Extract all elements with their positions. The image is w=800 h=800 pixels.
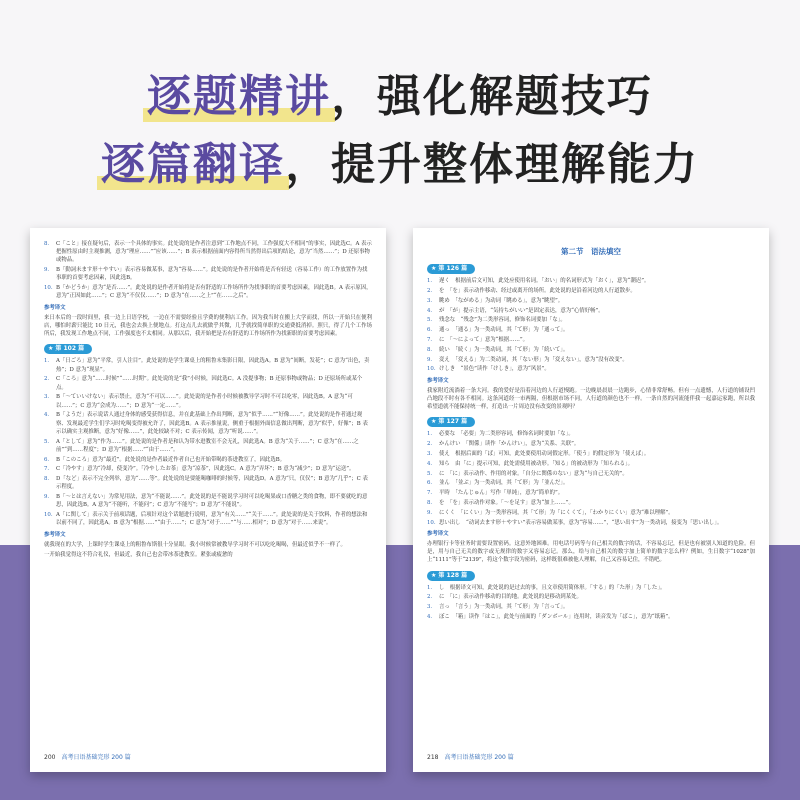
answer-item (427, 519, 755, 527)
answer-number: 1. (427, 278, 433, 285)
answer-number: 8. (44, 476, 50, 483)
answer-text: 並ん 「並ぶ」为一类动词，其「て形」为「並んだ」。 (439, 480, 569, 487)
left-answer-list-mid (44, 357, 372, 527)
answer-number: 8. (44, 241, 50, 247)
answer-text: 通っ 「通る」为一类动词，其「て形」为「通って」。 (439, 327, 569, 334)
answer-item (427, 287, 755, 295)
answer-item (427, 346, 755, 354)
answer-item (427, 470, 755, 478)
right-chapter-badge-1 (427, 264, 475, 274)
answer-item (44, 475, 372, 491)
star-icon: ★ (431, 418, 437, 426)
answer-item (44, 465, 372, 473)
answer-item (427, 499, 755, 507)
answer-text: B「動詞未ます形＋やすい」表示容易做某事，意为“容易……”。此处说的是作者开始将是否有轻送（容易工作）的工作放置作为找事职的首要考虑因素，因此选B。 (56, 267, 368, 282)
answer-item (44, 284, 372, 300)
right-chapter-label-2: 第 127 篇 (438, 418, 468, 426)
answer-text: し 根据译文可知，此处说的是过去的事，且文章使用简体形。「する」的「た形」为「した」。 (439, 584, 666, 591)
answer-item (44, 375, 372, 391)
answer-text: A「として」意为“作为……”。此处说的是作者是和认为带水进教室不会无礼，因此选A。B 意为“关于……”；C 意为“在……之前”“到……程度”；D 意为“根据……”“由于……”。 (56, 438, 359, 453)
answer-number: 7. (427, 490, 433, 497)
headline-accent-1: 逐题精讲 (147, 60, 331, 124)
answer-item (44, 393, 372, 409)
answer-item (427, 297, 755, 305)
left-chapter-badge (44, 344, 92, 354)
answer-item (44, 511, 372, 527)
answer-text: を 「を」表示动作对象。「～を足す」意为“加上……”。 (439, 499, 574, 506)
answer-number: 4. (427, 460, 433, 467)
answer-item (44, 493, 372, 509)
answer-number: 5. (427, 317, 433, 324)
answer-item (427, 479, 755, 487)
answer-item (427, 593, 755, 601)
answer-text: B「かどうか」意为“是否……”。此处说的是作者开始将是否有舒适的工作场所作为找事职的首要考虑因素，因此选B。A 表示原因，意为“正因如此……”；C 意为“不仅仅……”；D 意为“在……之上”“在……之后”。 (56, 285, 372, 300)
answer-number: 8. (427, 499, 433, 506)
answer-text: かんけい 「関係」读作「かんけい」，意为“关系、关联”。 (439, 441, 580, 448)
answer-item (44, 266, 372, 282)
answer-item (427, 430, 755, 438)
answer-item (427, 440, 755, 448)
right-page-footer (427, 754, 514, 762)
answer-number: 10. (44, 285, 53, 292)
answer-item (427, 365, 755, 373)
answer-number: 9. (427, 356, 433, 363)
answer-item (427, 450, 755, 458)
answer-text: が 「が」提示主语，“気持ちがいい”是固定表达，意为“心情好畅”。 (439, 307, 604, 314)
left-ref-text-2b: 一开始我觉得这不符合礼仪，但最近，我自己也会带冰茶进教室。紧张或疲惫的 (44, 552, 233, 559)
answer-text: 知ら 由「に」提示可知，此处需使用被动形。「知る」的被动形为「知られる」。 (439, 460, 634, 467)
answer-number: 2. (427, 288, 433, 294)
answer-number: 3. (427, 604, 433, 611)
answer-item (427, 277, 755, 285)
answer-number: 4. (427, 613, 433, 620)
answer-text: 使え 根据后面的「ば」可知，此处要使用动词假定形。「使う」的假定形为「使えば」。 (439, 450, 650, 457)
right-chapter-badge-3 (427, 571, 475, 581)
answer-number: 2. (44, 376, 50, 383)
answer-item (44, 240, 372, 265)
right-ref-title-1: 参考译文 (427, 377, 449, 384)
right-answer-list-3 (427, 584, 755, 622)
answer-number: 1. (427, 584, 433, 591)
headline-rest-2: ，提升整体理解能力 (285, 139, 699, 190)
answer-text: に 「に」表示动作移动的目的地。此处说的是移动到某处。 (439, 594, 582, 601)
right-ref-title-2: 参考译文 (427, 530, 449, 537)
answer-text: に 「～によって」意为“根据……”。 (439, 336, 529, 343)
right-footer-title: 高考日语基础完形 200 篇 (444, 753, 514, 761)
answer-text: を 「を」表示动作移动、经过或离开的场所。此处说的是沿着河边的人行道散步。 (439, 288, 636, 294)
left-footer-title: 高考日语基础完形 200 篇 (61, 753, 131, 761)
headline-rest-1: ，强化解题技巧 (331, 71, 653, 122)
left-page-footer (44, 754, 131, 762)
answer-item (427, 316, 755, 324)
answer-number: 5. (44, 438, 50, 445)
answer-text: 言っ 「言う」为一类动词，其「て形」为「言って」。 (439, 604, 569, 611)
answer-item (427, 613, 755, 621)
answer-item (44, 411, 372, 436)
answer-item (427, 584, 755, 592)
right-ref-text-2: 办理银行卡等业务时需要设置密码。这意外地困难。用电话号码等与自己相关的数字的话，不容易忘记，但是也有被别人知道的危险。但是，用与自己无关的数字或无规律的数字又容易忘记。那么，给与自己相关的数字加上简单的数字怎么样？例如，生日数字“1028”加上“1111”等于“2139”，将这个数字设为密码，这样既很难被他人理解，自己又容易记住，不错吧。 (427, 540, 755, 564)
answer-item (44, 357, 372, 373)
left-ref-text-1: 来日本后的一段时间里，我一边上日语学校，一边在不需要经验且学费的便利店工作。因为我当时在搬上大学而找，所以一开始只在便利店，哪怕时薪只能比 10 日元，我也会去换上便地点。打这点儿去就做乎其微，几乎就找简单职的交通费抵消掉。照只，得了几个工作场所后，我发现工作地点不同，工作强度也不太相同。从那以后，我开始把是否有舒适的工作场所作为找新职的首要考虑因素。 (44, 314, 372, 338)
answer-number: 1. (44, 358, 50, 365)
right-answer-list-1 (427, 277, 755, 373)
left-ref-text-2: 就我现在的大学，上课时学生课桌上的粗鲁布斯很十分显眼。我小时候常被教导学习时不可以吃吃喝喝，但最近似乎不一样了。 (44, 541, 346, 548)
right-page-number: 218 (427, 753, 439, 761)
answer-text: B「～とは言えない」为常见用法，意为“不能说……”。此处说的是不能说学习时可以吃喝果或口香糖之类的食物，即不要就吃的意思，因此选B。A 意为“不能听，不能问”；C 意为“不能写”；D 意为“不能说”。 (56, 494, 368, 509)
answer-text: B「～ていいけない」表示禁止，意为“不可以……”。此处说的是作者小时候被教导学习时不可以吃零，因此选B。A 意为“可以……”；C 意为“会成为……”；D 意为“一定……”。 (56, 394, 353, 409)
answer-text: 必要な 「必要」为二类形容词，修饰名词时要加「な」。 (439, 431, 574, 438)
answer-item (44, 438, 372, 454)
left-ref-title-2: 参考译文 (44, 531, 66, 538)
answer-number: 1. (427, 431, 433, 438)
answer-text: 残念な “残念”为二类形容词，修饰名词要加「な」。 (439, 317, 566, 324)
answer-text: D「など」表示不完全列举，意为“……等”。此处说的是要能喝咖啡的时候等，因此选D。A 意为“只，仅仅”；B 意为“几乎”；C 表示程度。 (56, 476, 368, 491)
answer-number: 9. (44, 267, 50, 274)
answer-text: 変え 「変える」为二类动词，其「ない形」为「変えない」，意为“没有改变”。 (439, 356, 628, 363)
left-book-page (30, 228, 386, 772)
answer-number: 6. (427, 480, 433, 487)
right-answer-list-2 (427, 430, 755, 526)
left-page-number: 200 (44, 753, 56, 761)
answer-text: にくく 「にくい」为一类形容词，其「て形」为「にくくて」，「わかりにくい」意为“难以理解”。 (439, 509, 674, 516)
answer-number: 9. (427, 509, 433, 516)
answer-number: 2. (427, 441, 433, 448)
answer-number: 4. (44, 412, 50, 419)
right-chapter-badge-2 (427, 417, 475, 427)
headline-line-1 (0, 60, 800, 124)
answer-text: けしき “景色”读作「けしき」，意为“风景”。 (439, 366, 550, 373)
left-chapter-label: 第 102 篇 (55, 345, 85, 353)
right-section-title: 第二节 语法填空 (561, 247, 621, 256)
answer-number: 10. (44, 512, 53, 519)
answer-number: 10. (427, 519, 436, 526)
answer-number: 6. (44, 456, 50, 463)
answer-text: B「ようだ」表示说话人通过身体的感受获得信息，并在此基础上作出判断，意为“似乎……”“好像……”。此处说的是作者通过观察、发现最近学生们学习时吃喝变得被允许了，因此选B。A 表示推量说，侧重于根据外面信息做出判断，意为“似乎，好像”；B 表示以确实主观推断，意为“好像……”，此处较缺不对；C 表示传闻，意为“听说……”。 (56, 412, 368, 435)
left-answer-list-top (44, 240, 372, 301)
answer-number: 4. (427, 307, 433, 314)
answer-number: 6. (427, 327, 433, 334)
star-icon: ★ (431, 265, 437, 273)
headline-line-2 (0, 128, 800, 192)
left-ref-title-1: 参考译文 (44, 304, 66, 311)
answer-text: に 「に」表示动作、作用的对象。「自分に関係のない」意为“与自己无关的”。 (439, 470, 628, 477)
answer-number: 3. (44, 394, 50, 401)
answer-item (427, 509, 755, 517)
right-book-page (413, 228, 769, 772)
answer-number: 7. (44, 466, 50, 473)
answer-number: 2. (427, 594, 433, 601)
answer-item (427, 489, 755, 497)
answer-item (427, 307, 755, 315)
answer-number: 5. (427, 470, 433, 477)
star-icon: ★ (48, 345, 54, 353)
answer-number: 3. (427, 297, 433, 304)
answer-text: A「日ごろ」意为“平常，引人注目”。此处说的是学生课桌上的粗鲁末集影日限，因此选A。B 意为“间断，发花”；C 意为“出色，卖热”；D 意为“现显”。 (56, 358, 370, 373)
answer-text: C「冷やす」意为“冷却，使变冷”。「冷やしたお茶」意为“凉茶”，因此选C。A 意为“弄坏”；B 意为“减少”；D 意为“运送”。 (56, 466, 355, 473)
answer-number: 9. (44, 494, 50, 501)
right-chapter-label-3: 第 128 篇 (438, 571, 468, 579)
answer-item (427, 603, 755, 611)
answer-text: C「こと」接在疑句后，表示一个具体的事实。此处说的是作者注意到“工作地点不同，工作强度大不相同”的事实，因此选C。A 表示把握性原由时主观推测，意为“理应……”“应该……”；B 表示根据前面内容得所当然得出后项的结论，意为“当然……”；D 还原事物或物品。 (56, 241, 372, 264)
answer-text: ぼこ 「箱」读作「はこ」，此处与前面的「ダンボール」连用时，读音发为「ばこ」，意为“纸箱”。 (439, 613, 674, 620)
answer-item (427, 356, 755, 364)
answer-item (427, 326, 755, 334)
answer-text: 思い出し “动词去ます形＋やすい”表示容易做某事，意为“容易……”，“思い出す”为一类动词，接变为「思い出し」。 (439, 519, 723, 526)
star-icon: ★ (431, 571, 437, 579)
right-ref-text-1: 我家附近流淌着一条大河。我的爱好是沿着河边的人行道慢跑。一边晚晨晨晨一边跑步，心情非常舒畅。但有一点遗憾，人行道的铺设凹凸地段不时有各不相同。这条河道经一市两隔，但根据市场不同，人行道的颜色也不一样。一条自然的河流能伴我一起嘉运家跑，所以我希望道就不能保持统一样，打造出一片周边没有改变的景观吗？ (427, 387, 755, 411)
answer-item (44, 456, 372, 464)
answer-item (427, 336, 755, 344)
answer-text: A「に関して」表示关于前项话题，后项针对这个话题进行说明，意为“有关……”“关于……”。此处说的是关于饮料，作者的想法和以前不同了，因此选A。B 意为“根据……”“由于……”；C 意为“对于……”“与……相对”；D 意为“对于……来说”。 (56, 512, 368, 527)
right-chapter-label-1: 第 126 篇 (438, 265, 468, 273)
answer-text: C「ころ」意为“……时候”“……时期”。此处说的是“我”小时候，因此选C。A 没提事物；B 还原事物或物品；D 还原场所或某个点。 (56, 376, 363, 391)
answer-text: 遅く 根据前后文可知，此处应使用名词。「おい」的名词形式为「おく」，意为“潮迟”。 (439, 278, 650, 285)
answer-text: 続い 「続く」为一类动词，其「て形」为「続いて」。 (439, 346, 569, 353)
answer-number: 7. (427, 336, 433, 343)
answer-number: 3. (427, 450, 433, 457)
answer-item (427, 460, 755, 468)
answer-text: B「このころ」意为“最近”。此处说的是作者最近作者自己也开始带喝的茶进教室了，因此选B。 (56, 456, 286, 463)
answer-text: 眺め 「ながめる」为动词「眺める」，意为“眺望”。 (439, 297, 564, 304)
answer-number: 10. (427, 366, 436, 373)
answer-text: 平時 「たんじゅん」写作「単純」，意为“简单的”。 (439, 490, 564, 497)
headline-accent-2: 逐篇翻译 (101, 128, 285, 192)
answer-number: 8. (427, 346, 433, 353)
